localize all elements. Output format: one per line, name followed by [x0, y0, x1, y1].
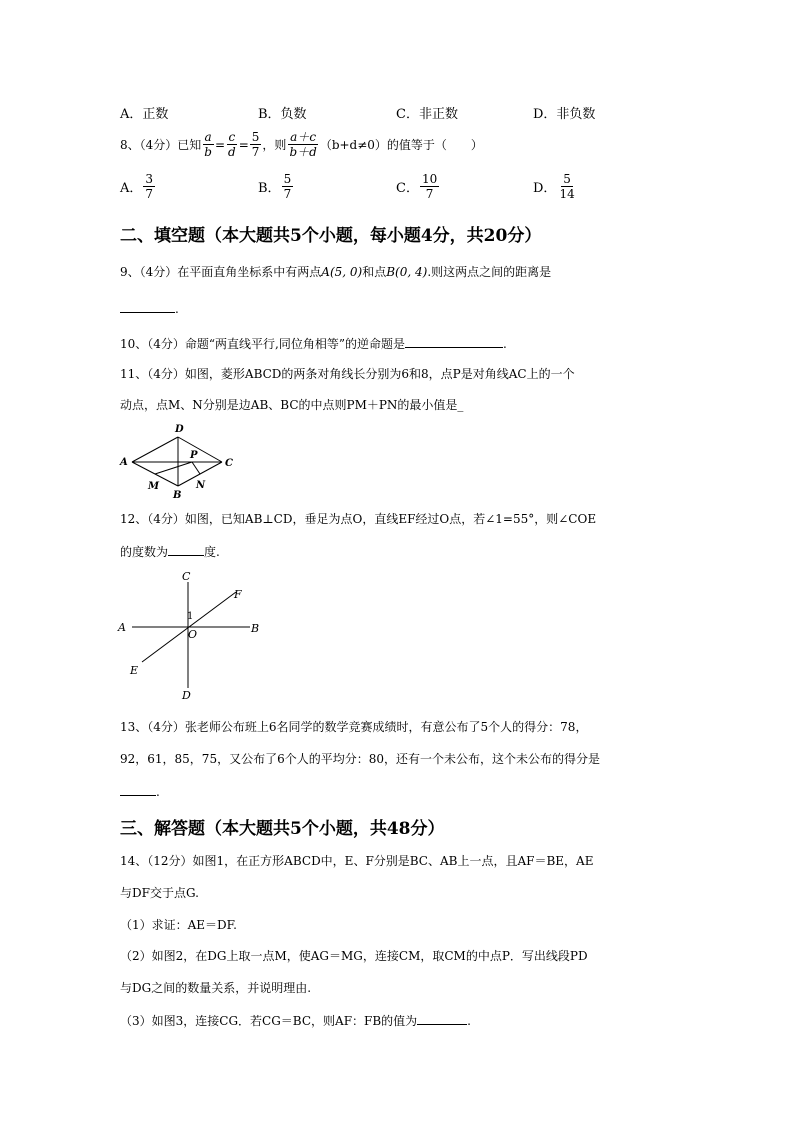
- q9-blank: [120, 298, 175, 313]
- label-f: F: [234, 588, 242, 601]
- q8-stem: [120, 130, 483, 159]
- q14-part1: （1）求证：AE＝DF.: [120, 918, 237, 932]
- q9-point-b: B(0, 4): [386, 265, 428, 279]
- q8-frac-sum: $\frac{a+c}{b+d}$: [289, 130, 317, 159]
- q8-option-d: D． $\frac{5}{14}$: [533, 172, 575, 201]
- q8-frac-c-d: $\frac{c}{d}$: [228, 130, 236, 159]
- label-d: D: [182, 689, 191, 702]
- side-dc: [178, 437, 222, 462]
- segment-pm: [155, 462, 192, 474]
- q9-point-a: A(5, 0): [321, 265, 363, 279]
- label-n: N: [196, 480, 206, 491]
- label-c: C: [225, 458, 233, 469]
- label-c: C: [182, 570, 191, 583]
- label-o: O: [188, 628, 198, 641]
- q9-answer-line: .: [120, 298, 179, 316]
- q14-part2-line2: 与DG之间的数量关系，并说明理由.: [120, 981, 312, 995]
- q10-blank: [405, 333, 503, 348]
- q12-blank: [168, 541, 204, 556]
- q13-line1: 13、（4分）张老师公布班上6名同学的数学竞赛成绩时，有意公布了5个人的得分：78，: [120, 720, 588, 734]
- q12-line1: 12、（4分）如图，已知AB⊥CD，垂足为点O，直线EF经过O点，若∠1=55°，则∠COE: [120, 512, 597, 526]
- q10-stem: 10、（4分）命题“两直线平行,同位角相等”的逆命题是 .: [120, 333, 507, 352]
- q11-line2: 动点，点M、N分别是边AB、BC的中点则PM＋PN的最小值是_: [120, 398, 464, 412]
- side-ad: [132, 437, 178, 462]
- q7-option-a: A．正数: [120, 107, 169, 122]
- label-a: A: [120, 457, 128, 468]
- q14-blank: [417, 1010, 467, 1025]
- q8-eq2: =: [238, 137, 249, 152]
- q13-blank: [120, 781, 156, 796]
- q12-line2: 的度数为 度.: [120, 541, 220, 560]
- q8-mid: ，则: [262, 138, 287, 152]
- q12-lines-figure: [112, 566, 272, 706]
- q14-line2: 与DF交于点G.: [120, 886, 199, 900]
- q7-option-d: D．非负数: [533, 107, 596, 122]
- label-b: B: [173, 490, 182, 501]
- q8-option-c: C． $\frac{10}{7}$: [396, 172, 438, 201]
- q14-line1: 14、（12分）如图1，在正方形ABCD中，E、F分别是BC、AB上一点，且AF＝BE，AE: [120, 854, 594, 868]
- q8-prefix: 8、（4分）已知: [120, 138, 202, 152]
- label-p: P: [190, 450, 198, 461]
- label-b: B: [251, 622, 260, 635]
- q11-line1: 11、（4分）如图，菱形ABCD的两条对角线长分别为6和8，点P是对角线AC上的一个: [120, 367, 575, 381]
- label-d: D: [175, 424, 184, 435]
- label-a: A: [118, 621, 126, 634]
- q13-line2: 92，61，85，75，又公布了6个人的平均分：80，还有一个未公布，这个未公布的得分是: [120, 752, 600, 766]
- q8-cond: （b+d≠0）的值等于（ ）: [319, 138, 483, 152]
- q14-part3: （3）如图3，连接CG．若CG＝BC，则AF：FB的值为 .: [120, 1010, 471, 1029]
- q9-stem: 9、（4分）在平面直角坐标系中有两点A(5, 0)和点B(0, 4).则这两点之间的距离是: [120, 265, 552, 279]
- q8-option-b: B． $\frac{5}{7}$: [258, 172, 292, 201]
- q8-frac-a-b: $\frac{a}{b}$: [204, 130, 212, 159]
- q7-option-b: B．负数: [258, 107, 307, 122]
- q8-frac-5-7: $\frac{5}{7}$: [251, 130, 260, 159]
- q11-rhombus-figure: [112, 418, 247, 504]
- q13-answer-line: .: [120, 781, 160, 799]
- section2-title: 二、填空题（本大题共5个小题，每小题4分，共20分）: [120, 226, 542, 246]
- q7-option-c: C．非正数: [396, 107, 458, 122]
- label-angle-1: 1: [187, 611, 194, 622]
- section3-title: 三、解答题（本大题共5个小题，共48分）: [120, 819, 445, 839]
- q8-option-a: A． $\frac{3}{7}$: [120, 172, 154, 201]
- label-e: E: [130, 664, 139, 677]
- q8-eq1: =: [214, 137, 226, 152]
- q14-part2-line1: （2）如图2，在DG上取一点M，使AG＝MG，连接CM，取CM的中点P．写出线段PD: [120, 949, 588, 963]
- label-m: M: [148, 481, 160, 492]
- segment-pn: [192, 462, 200, 474]
